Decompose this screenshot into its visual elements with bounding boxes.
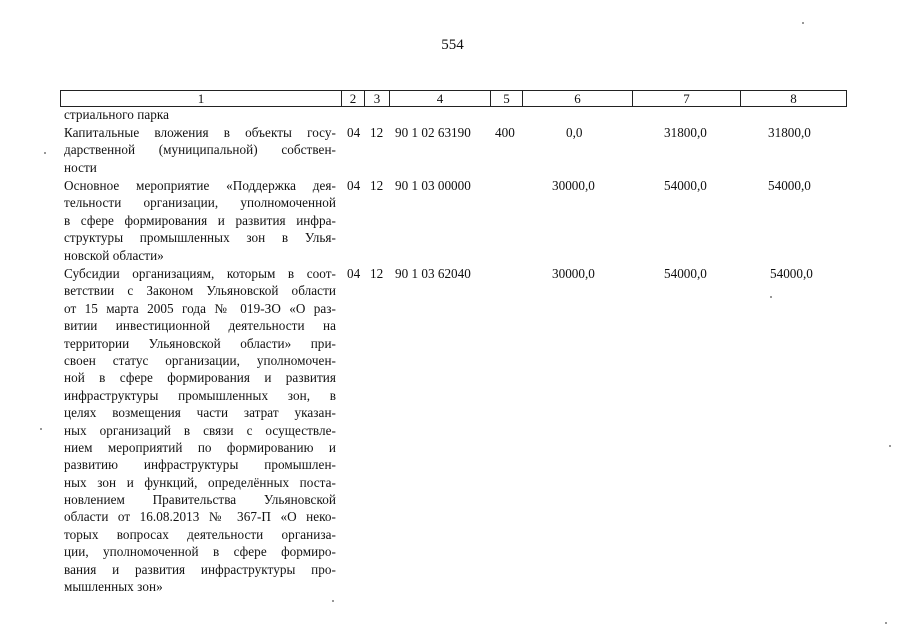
- description-line: территории Ульяновской области» при-: [64, 335, 336, 351]
- header-col-4: 4: [436, 91, 444, 106]
- description-line: новлением Правительства Ульяновской: [64, 492, 336, 508]
- description-line: тельности организации, уполномоченной: [64, 195, 336, 211]
- description-line: ности: [64, 159, 97, 175]
- description-line: витии инвестиционной деятельности на: [64, 318, 336, 334]
- amount-col-6: 0,0: [566, 125, 583, 140]
- target-article-code: 90 1 03 62040: [395, 266, 471, 281]
- description-line: ции, уполномоченной в сфере формиро-: [64, 544, 336, 560]
- scan-speck: [332, 600, 334, 602]
- section-code: 04: [347, 125, 361, 140]
- description-line: ветствии с Законом Ульяновской области: [64, 283, 336, 299]
- header-col-2: 2: [349, 91, 357, 106]
- subsection-code: 12: [370, 266, 384, 281]
- amount-col-8: 31800,0: [768, 125, 811, 140]
- page-number: 554: [441, 37, 464, 53]
- description-line: ной в сфере формирования и развития: [64, 370, 336, 386]
- description-line: вания и развития инфраструктуры про-: [64, 561, 336, 577]
- header-col-5: 5: [503, 91, 510, 106]
- header-col-6: 6: [574, 91, 581, 106]
- amount-col-8: 54000,0: [768, 178, 811, 193]
- scan-speck: [44, 152, 46, 154]
- scan-speck: [889, 445, 891, 447]
- amount-col-8: 54000,0: [770, 266, 813, 281]
- subsection-code: 12: [370, 125, 384, 140]
- row-description: [64, 265, 336, 595]
- header-col-8: 8: [790, 91, 797, 106]
- scan-speck: [802, 22, 804, 24]
- description-line: мышленных зон»: [64, 579, 163, 595]
- expense-type-code: 400: [495, 125, 515, 140]
- description-line: от 15 марта 2005 года № 019-ЗО «О раз-: [64, 300, 336, 316]
- row-description: [64, 106, 336, 123]
- description-line: нием мероприятий по формированию и: [64, 439, 336, 455]
- scan-speck: [885, 622, 887, 624]
- description-line: структуры промышленных зон в Улья-: [64, 230, 336, 246]
- row-description: [64, 124, 336, 176]
- description-line: ных зон и функций, определённых поста-: [64, 474, 336, 490]
- description-line: новской области»: [64, 247, 164, 263]
- target-article-code: 90 1 02 63190: [395, 125, 471, 140]
- amount-col-6: 30000,0: [552, 266, 595, 281]
- description-line: торых вопросах деятельности организа-: [64, 526, 336, 542]
- table-header-row: [60, 90, 847, 107]
- description-line: инфраструктуры промышленных зон, в: [64, 387, 336, 403]
- section-code: 04: [347, 266, 361, 281]
- description-line: Субсидии организациям, которым в соот-: [64, 266, 336, 281]
- header-col-3: 3: [373, 91, 381, 106]
- description-line: развитию инфраструктуры промышлен-: [64, 457, 336, 473]
- subsection-code: 12: [370, 178, 384, 193]
- description-line: в сфере формирования и развития инфра-: [64, 212, 336, 228]
- amount-col-7: 54000,0: [664, 266, 707, 281]
- section-code: 04: [347, 178, 361, 193]
- amount-col-7: 54000,0: [664, 178, 707, 193]
- description-line: Капитальные вложения в объекты госу-: [64, 125, 336, 140]
- scan-speck: [40, 428, 42, 430]
- description-line: ных организаций в связи с осуществле-: [64, 422, 336, 438]
- amount-col-7: 31800,0: [664, 125, 707, 140]
- description-line: Основное мероприятие «Поддержка дея-: [64, 178, 336, 193]
- row-description: [64, 177, 336, 264]
- description-line: стриального парка: [64, 107, 170, 122]
- description-line: целях возмещения части затрат указан-: [64, 405, 336, 421]
- scan-speck: [770, 296, 772, 298]
- description-line: дарственной (муниципальной) собствен-: [64, 142, 336, 158]
- description-line: своен статус организации, уполномочен-: [64, 352, 336, 368]
- header-col-1: 1: [197, 91, 205, 106]
- description-line: области от 16.08.2013 № 367-П «О неко-: [64, 509, 336, 525]
- header-col-7: 7: [683, 91, 690, 106]
- amount-col-6: 30000,0: [552, 178, 595, 193]
- target-article-code: 90 1 03 00000: [395, 178, 471, 193]
